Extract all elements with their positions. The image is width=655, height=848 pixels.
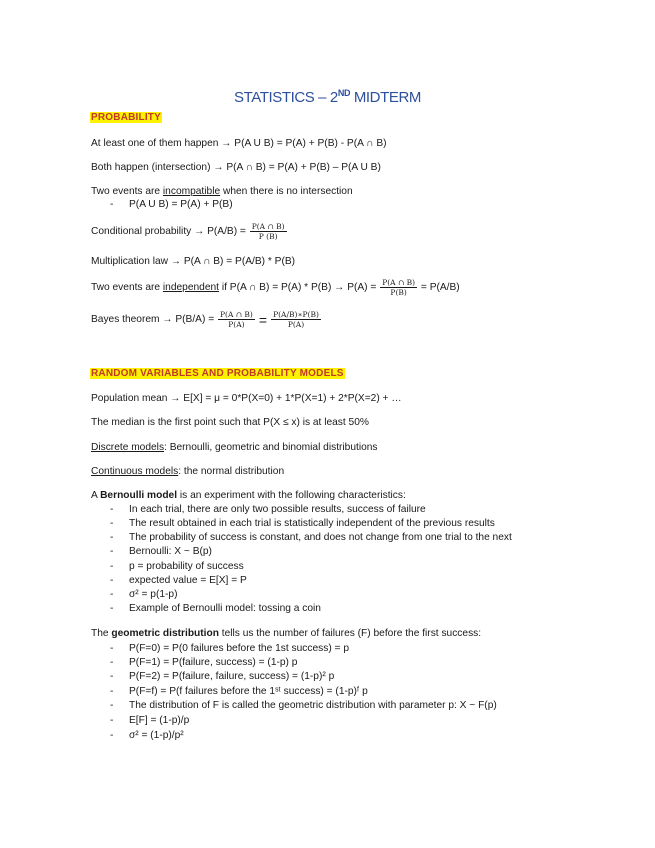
discrete-models: Discrete models: Bernoulli, geometric and binomial distributions [91, 442, 378, 453]
bernoulli-intro: A Bernoulli model is an experiment with the following characteristics: [91, 490, 406, 501]
section-heading-random-variables: RANDOM VARIABLES AND PROBABILITY MODELS [91, 368, 344, 379]
list-item: σ² = (1-p)/p² [129, 730, 184, 741]
list-bullet: - [110, 575, 114, 586]
incompatible-formula: P(A U B) = P(A) + P(B) [129, 199, 233, 210]
list-bullet: - [110, 657, 114, 668]
list-item: E[F] = (1-p)/p [129, 715, 190, 726]
list-item: The result obtained in each trial is statistically independent of the previous results [129, 518, 495, 529]
list-bullet: - [110, 643, 114, 654]
list-item: P(F=f) = P(f failures before the 1ˢᵗ success) = (1-p)ᶠ p [129, 686, 368, 697]
multiplication-law: Multiplication law → P(A ∩ B) = P(A/B) * P(B) [91, 256, 296, 267]
list-item: p = probability of success [129, 561, 244, 572]
list-item: Bernoulli: X ~ B(p) [129, 546, 212, 557]
list-bullet: - [110, 199, 114, 210]
list-bullet: - [110, 589, 114, 600]
rule-both-happen: Both happen (intersection) → P(A ∩ B) = P(A) + P(B) – P(A U B) [91, 162, 381, 173]
list-bullet: - [110, 603, 114, 614]
section-heading-probability: PROBABILITY [91, 112, 161, 123]
list-bullet: - [110, 561, 114, 572]
rule-at-least-one: At least one of them happen → P(A U B) = P(A) + P(B) - P(A ∩ B) [91, 138, 387, 149]
fraction: $\frac{P(A \cap B)}{P(A)}$ [219, 310, 253, 329]
list-item: P(F=1) = P(failure, success) = (1-p) p [129, 657, 298, 668]
continuous-models: Continuous models: the normal distribution [91, 466, 285, 477]
list-bullet: - [110, 730, 114, 741]
list-item: The distribution of F is called the geometric distribution with parameter p: X ~ F(p) [129, 700, 497, 711]
list-item: The probability of success is constant, and does not change from one trial to the next [129, 532, 512, 543]
independent-definition: Two events are independent if P(A ∩ B) = P(A) * P(B) → P(A) = $\frac{P(A \cap B)}{P(B)}$ = P(A/B) [91, 278, 460, 297]
list-bullet: - [110, 715, 114, 726]
conditional-probability: Conditional probability → P(A/B) = $\frac{P(A \cap B)}{P (B)}$ [91, 222, 285, 241]
list-item: expected value = E[X] = P [129, 575, 247, 586]
fraction: $\frac{P(A \cap B)}{P (B)}$ [251, 222, 285, 241]
page-title: STATISTICS – 2ND MIDTERM [233, 88, 422, 106]
list-bullet: - [110, 671, 114, 682]
list-bullet: - [110, 504, 114, 515]
list-item: In each trial, there are only two possible results, success of failure [129, 504, 426, 515]
list-bullet: - [110, 686, 114, 697]
list-bullet: - [110, 546, 114, 557]
population-mean: Population mean → E[X] = μ = 0*P(X=0) + 1*P(X=1) + 2*P(X=2) + … [91, 393, 402, 404]
list-bullet: - [110, 700, 114, 711]
list-item: Example of Bernoulli model: tossing a coin [129, 603, 321, 614]
list-item: σ² = p(1-p) [129, 589, 178, 600]
fraction: $\frac{P(A \cap B)}{P(B)}$ [382, 278, 416, 297]
median-definition: The median is the first point such that P(X ≤ x) is at least 50% [91, 417, 369, 428]
geometric-intro: The geometric distribution tells us the number of failures (F) before the first success: [91, 628, 482, 639]
bayes-theorem: Bayes theorem → P(B/A) = $\frac{P(A \cap B)}{P(A)}$ = $\frac{P(A/B)∗P(B)}{P(A)}$ [91, 310, 319, 329]
list-bullet: - [110, 532, 114, 543]
list-item: P(F=2) = P(failure, failure, success) = (1-p)² p [129, 671, 335, 682]
list-item: P(F=0) = P(0 failures before the 1st success) = p [129, 643, 349, 654]
incompatible-definition: Two events are incompatible when there is no intersection [91, 186, 353, 197]
fraction: $\frac{P(A/B)∗P(B)}{P(A)}$ [273, 310, 319, 329]
list-bullet: - [110, 518, 114, 529]
